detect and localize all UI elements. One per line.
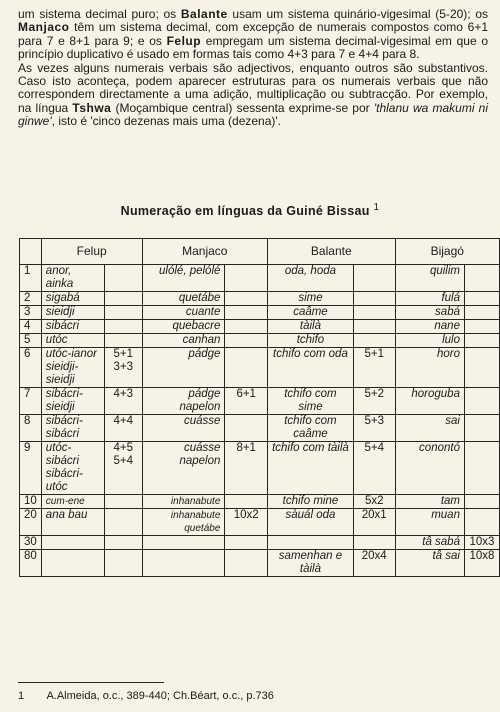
cell-manjaco-f xyxy=(225,265,268,292)
table-row xyxy=(20,320,500,334)
cell-manjaco-f xyxy=(225,348,268,388)
cell-balante-f: 20x1 xyxy=(353,509,395,536)
header-bijago: Bijagó xyxy=(395,239,499,265)
cell-balante: sime xyxy=(268,292,354,306)
cell-bijago-f xyxy=(464,495,499,509)
cell-n: 30 xyxy=(20,536,42,550)
cell-felup: utóc xyxy=(41,334,104,348)
cell-balante-f xyxy=(353,306,395,320)
cell-balante-f xyxy=(353,334,395,348)
cell-felup-f xyxy=(104,292,142,306)
cell-balante-f: 5x2 xyxy=(353,495,395,509)
header-row xyxy=(20,239,500,265)
cell-manjaco: cuante xyxy=(142,306,225,320)
cell-manjaco: cuásse xyxy=(142,415,225,442)
italic-quote: 'thlanu wa makumi ni ginwe' xyxy=(18,100,488,129)
header-felup: Felup xyxy=(41,239,142,265)
cell-manjaco: canhan xyxy=(142,334,225,348)
cell-felup-f: 5+1 3+3 xyxy=(104,348,142,388)
cell-felup-f: 4+3 xyxy=(104,388,142,415)
cell-balante xyxy=(268,536,354,550)
text-run: , isto é 'cinco dezenas mais uma (dezena)'. xyxy=(51,114,282,129)
cell-manjaco: pádge napelon xyxy=(142,388,225,415)
cell-manjaco-f xyxy=(225,495,268,509)
cell-felup-f: 4+4 xyxy=(104,415,142,442)
cell-bijago: tâ sabá xyxy=(395,536,464,550)
cell-felup: cum-ene xyxy=(41,495,104,509)
cell-bijago: tâ sai xyxy=(395,550,464,577)
cell-felup-f xyxy=(104,509,142,536)
cell-bijago-f xyxy=(464,509,499,536)
cell-felup-f xyxy=(104,536,142,550)
cell-n: 8 xyxy=(20,415,42,442)
footnote-mark: 1 xyxy=(373,202,380,213)
table-row xyxy=(20,265,500,292)
cell-balante: samenhan e tàilà xyxy=(268,550,354,577)
cell-n: 6 xyxy=(20,348,42,388)
cell-manjaco xyxy=(142,550,225,577)
cell-manjaco-f xyxy=(225,415,268,442)
cell-manjaco-f: 8+1 xyxy=(225,442,268,495)
cell-balante: tchifo com caâme xyxy=(268,415,354,442)
cell-felup xyxy=(41,536,104,550)
cell-balante: tàilà xyxy=(268,320,354,334)
cell-bijago: sai xyxy=(395,415,464,442)
header-balante: Balante xyxy=(268,239,396,265)
cell-bijago-f xyxy=(464,320,499,334)
table-row xyxy=(20,334,500,348)
table-row xyxy=(20,442,500,495)
cell-bijago: tam xyxy=(395,495,464,509)
cell-manjaco-f: 6+1 xyxy=(225,388,268,415)
cell-felup: sibácri-sibácri xyxy=(41,415,104,442)
cell-n: 2 xyxy=(20,292,42,306)
cell-balante: tchifo mine xyxy=(268,495,354,509)
cell-manjaco xyxy=(142,536,225,550)
cell-balante-f: 5+1 xyxy=(353,348,395,388)
table-row xyxy=(20,292,500,306)
cell-manjaco-f xyxy=(225,536,268,550)
cell-felup: sigabá xyxy=(41,292,104,306)
cell-bijago-f xyxy=(464,388,499,415)
cell-manjaco-f xyxy=(225,550,268,577)
table-body xyxy=(20,265,500,577)
cell-felup: utóc-ianor sieidji-sieidji xyxy=(41,348,104,388)
cell-manjaco-f xyxy=(225,306,268,320)
cell-felup: anor, ainka xyxy=(41,265,104,292)
table-row xyxy=(20,415,500,442)
cell-manjaco: inhanabute quetábe xyxy=(142,509,225,536)
cell-balante-f xyxy=(353,536,395,550)
cell-felup-f xyxy=(104,265,142,292)
intro-text xyxy=(18,8,488,129)
cell-bijago: muan xyxy=(395,509,464,536)
cell-balante: caâme xyxy=(268,306,354,320)
cell-balante: tchifo com sime xyxy=(268,388,354,415)
footnote-number: 1 xyxy=(18,690,25,702)
cell-bijago-f xyxy=(464,334,499,348)
cell-n: 4 xyxy=(20,320,42,334)
cell-bijago: horo xyxy=(395,348,464,388)
table-title-text: Numeração em línguas da Guiné Bissau xyxy=(120,204,370,219)
cell-felup-f: 4+5 5+4 xyxy=(104,442,142,495)
cell-balante-f xyxy=(353,292,395,306)
cell-n: 5 xyxy=(20,334,42,348)
text-run: um sistema decimal puro; os xyxy=(18,7,181,21)
bold-term: Manjaco xyxy=(18,20,70,35)
cell-manjaco: quebacre xyxy=(142,320,225,334)
cell-manjaco: pádge xyxy=(142,348,225,388)
cell-balante-f: 5+2 xyxy=(353,388,395,415)
cell-n: 9 xyxy=(20,442,42,495)
cell-felup-f xyxy=(104,550,142,577)
cell-n: 10 xyxy=(20,495,42,509)
cell-balante-f xyxy=(353,320,395,334)
bold-term: Tshwa xyxy=(72,100,112,115)
cell-manjaco-f xyxy=(225,334,268,348)
footnote-text: A.Almeida, o.c., 389-440; Ch.Béart, o.c., p.736 xyxy=(46,690,274,702)
intro-paragraph-1 xyxy=(18,8,488,62)
cell-felup: ana bau xyxy=(41,509,104,536)
cell-bijago-f xyxy=(464,306,499,320)
text-run: usam um sistema quinário-vigesimal (5-20); os xyxy=(227,7,488,21)
text-run: têm um sistema decimal, com excepção de numerais compostos como 6+1 para 7 e 8+1 para 9; e os xyxy=(18,20,488,48)
cell-balante-f: 5+4 xyxy=(353,442,395,495)
cell-bijago-f xyxy=(464,292,499,306)
cell-felup-f xyxy=(104,495,142,509)
footnote-rule xyxy=(18,682,164,683)
header-manjaco: Manjaco xyxy=(142,239,267,265)
table-row xyxy=(20,495,500,509)
cell-balante-f xyxy=(353,265,395,292)
cell-balante: tchifo xyxy=(268,334,354,348)
cell-balante: tchifo com oda xyxy=(268,348,354,388)
cell-manjaco-f: 10x2 xyxy=(225,509,268,536)
cell-bijago: conontó xyxy=(395,442,464,495)
cell-n: 20 xyxy=(20,509,42,536)
cell-felup: utóc-sibácri sibácri-utóc xyxy=(41,442,104,495)
cell-bijago-f xyxy=(464,415,499,442)
cell-bijago-f xyxy=(464,348,499,388)
table-row xyxy=(20,348,500,388)
cell-manjaco: ulólé, pelólé xyxy=(142,265,225,292)
cell-felup-f xyxy=(104,320,142,334)
table-row xyxy=(20,388,500,415)
cell-bijago: lulo xyxy=(395,334,464,348)
text-run: empregam um sistema decimal-vigesimal em que o princípio duplicativo é usado em formas tais como 4+3 para 7 e 4+4 para 8. xyxy=(18,33,489,62)
header-number xyxy=(20,239,42,265)
cell-n: 1 xyxy=(20,265,42,292)
cell-bijago: nane xyxy=(395,320,464,334)
cell-balante: tchifo com tàilà xyxy=(268,442,354,495)
cell-bijago-f xyxy=(464,265,499,292)
cell-balante: oda, hoda xyxy=(268,265,354,292)
cell-manjaco: inhanabute xyxy=(142,495,225,509)
numeration-table xyxy=(19,238,500,577)
cell-bijago: sabá xyxy=(395,306,464,320)
cell-felup-f xyxy=(104,306,142,320)
table-title xyxy=(0,202,500,218)
footnote xyxy=(18,690,488,702)
cell-felup-f xyxy=(104,334,142,348)
cell-bijago-f: 10x8 xyxy=(464,550,499,577)
table-row xyxy=(20,536,500,550)
cell-manjaco: quetábe xyxy=(142,292,225,306)
cell-bijago: horoguba xyxy=(395,388,464,415)
cell-n: 80 xyxy=(20,550,42,577)
text-run: As vezes alguns numerais verbais são adjectivos, enquanto outros são substantivos. Caso isto aconteça, podem aparecer estruturas para os numerais verbais que não correspondem directamente a uma adição, multiplicação ou subtracção. Por exemplo, na língua xyxy=(18,60,488,115)
cell-balante-f: 20x4 xyxy=(353,550,395,577)
cell-bijago: fulá xyxy=(395,292,464,306)
cell-manjaco-f xyxy=(225,292,268,306)
cell-bijago: quilim xyxy=(395,265,464,292)
intro-paragraph-2 xyxy=(18,62,488,129)
cell-felup xyxy=(41,550,104,577)
cell-felup: sibácri-sieidji xyxy=(41,388,104,415)
cell-balante-f: 5+3 xyxy=(353,415,395,442)
cell-bijago-f xyxy=(464,442,499,495)
bold-term: Felup xyxy=(166,33,202,48)
cell-manjaco-f xyxy=(225,320,268,334)
cell-felup: sibácri xyxy=(41,320,104,334)
cell-balante: sàuál oda xyxy=(268,509,354,536)
cell-felup: sieidji xyxy=(41,306,104,320)
cell-n: 3 xyxy=(20,306,42,320)
table-row xyxy=(20,306,500,320)
cell-manjaco: cuásse napelon xyxy=(142,442,225,495)
text-run: (Moçambique central) sessenta exprime-se por xyxy=(111,100,374,115)
cell-n: 7 xyxy=(20,388,42,415)
table-row xyxy=(20,509,500,536)
bold-term: Balante xyxy=(180,7,228,21)
cell-bijago-f: 10x3 xyxy=(464,536,499,550)
table-row xyxy=(20,550,500,577)
